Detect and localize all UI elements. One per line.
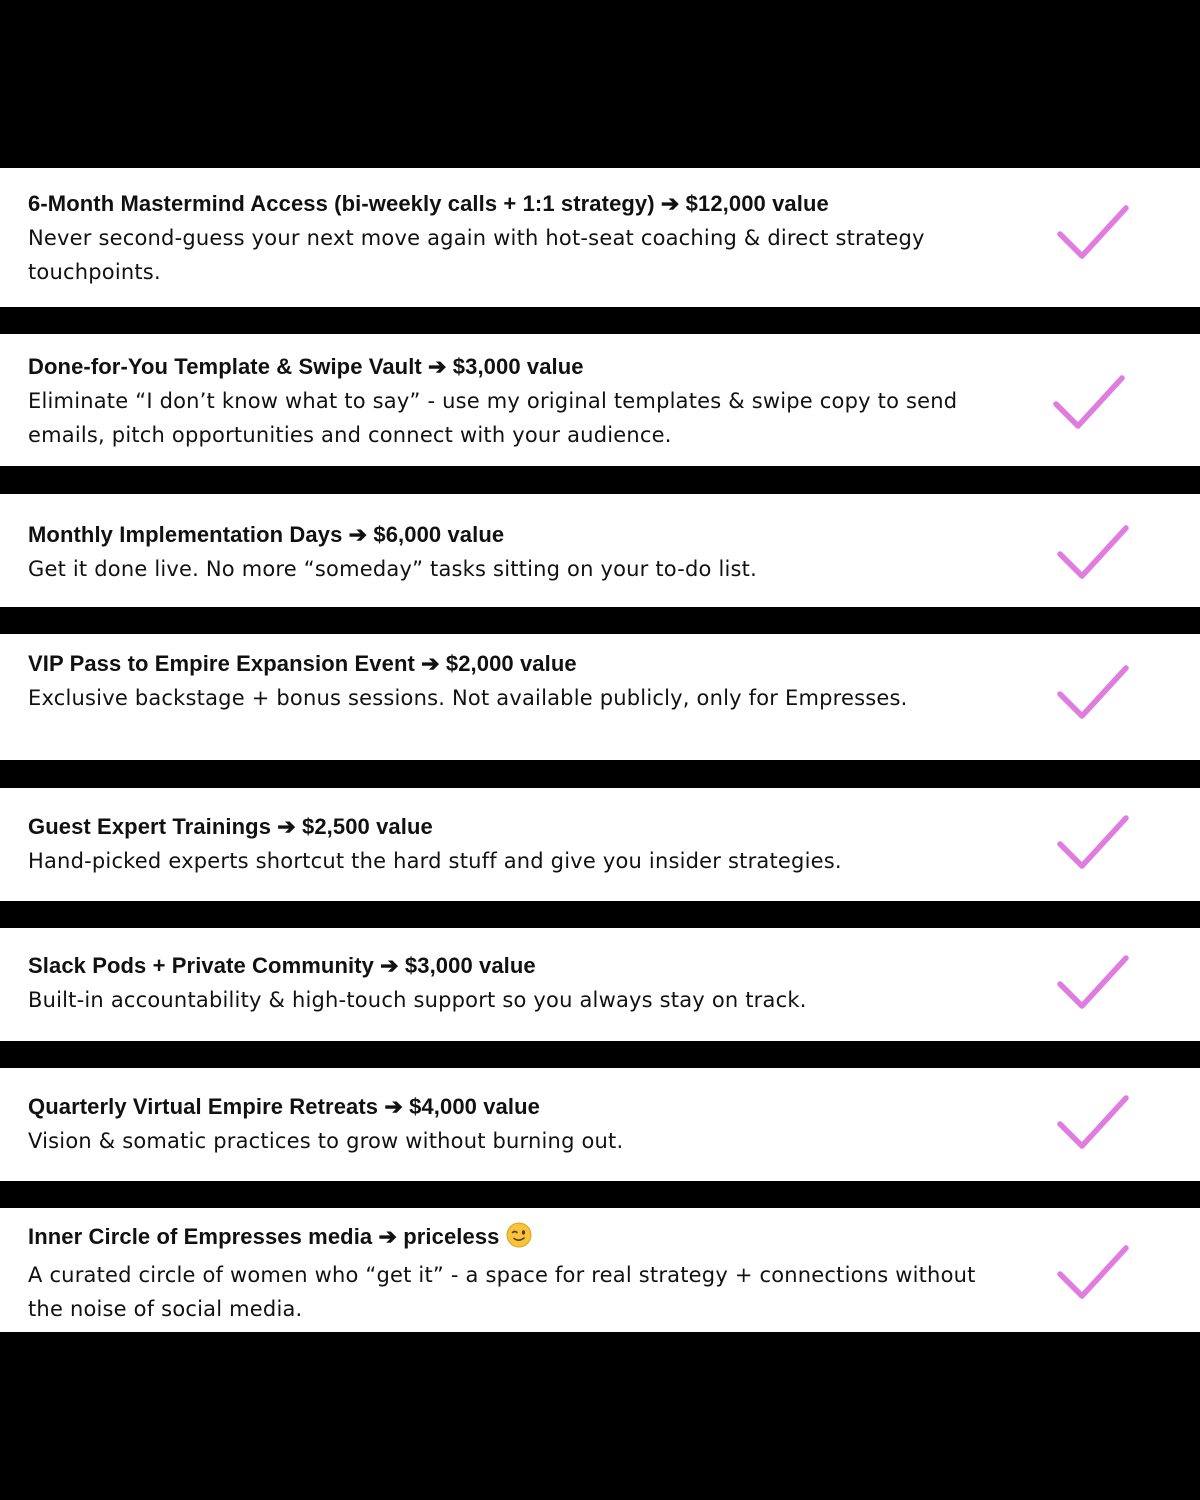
item-title: Slack Pods + Private Community ➔ $3,000 value xyxy=(28,953,536,978)
checkmark-icon xyxy=(1050,810,1134,876)
list-item xyxy=(0,1068,1200,1181)
list-item xyxy=(0,634,1200,760)
item-title xyxy=(28,1220,978,1258)
checkmark-icon xyxy=(1050,1090,1134,1156)
item-description: Eliminate “I don’t know what to say” - use my original templates & swipe copy to send emails, pitch opportunities and connect with your audience. xyxy=(28,389,958,447)
checkmark-icon xyxy=(1050,1240,1134,1306)
list-item xyxy=(0,1208,1200,1332)
checkmark-icon xyxy=(1050,660,1134,726)
item-title: Monthly Implementation Days ➔ $6,000 value xyxy=(28,522,505,547)
checkmark-icon xyxy=(1050,520,1134,586)
item-title: VIP Pass to Empire Expansion Event ➔ $2,000 value xyxy=(28,651,577,676)
item-title-text: Inner Circle of Empresses media ➔ priceless xyxy=(28,1224,500,1249)
item-description: Get it done live. No more “someday” tasks sitting on your to-do list. xyxy=(28,557,757,581)
item-description: Exclusive backstage + bonus sessions. Not available publicly, only for Empresses. xyxy=(28,686,908,710)
item-description: Never second-guess your next move again with hot-seat coaching & direct strategy touchpoints. xyxy=(28,226,925,284)
checkmark-icon xyxy=(1046,370,1130,436)
checkmark-icon xyxy=(1050,200,1134,266)
item-description: Hand-picked experts shortcut the hard stuff and give you insider strategies. xyxy=(28,849,842,873)
list-item xyxy=(0,928,1200,1041)
list-item xyxy=(0,494,1200,607)
item-title: Quarterly Virtual Empire Retreats ➔ $4,000 value xyxy=(28,1094,540,1119)
item-description: A curated circle of women who “get it” - a space for real strategy + connections without the noise of social media. xyxy=(28,1263,976,1321)
item-description: Built-in accountability & high-touch support so you always stay on track. xyxy=(28,988,807,1012)
list-item xyxy=(0,168,1200,307)
list-item xyxy=(0,334,1200,466)
checkmark-icon xyxy=(1050,950,1134,1016)
item-title: Done-for-You Template & Swipe Vault ➔ $3,000 value xyxy=(28,354,584,379)
item-title: Guest Expert Trainings ➔ $2,500 value xyxy=(28,814,433,839)
item-description: Vision & somatic practices to grow without burning out. xyxy=(28,1129,624,1153)
item-title: 6-Month Mastermind Access (bi-weekly calls + 1:1 strategy) ➔ $12,000 value xyxy=(28,191,829,216)
list-item xyxy=(0,788,1200,901)
winking-face-icon xyxy=(506,1222,532,1258)
